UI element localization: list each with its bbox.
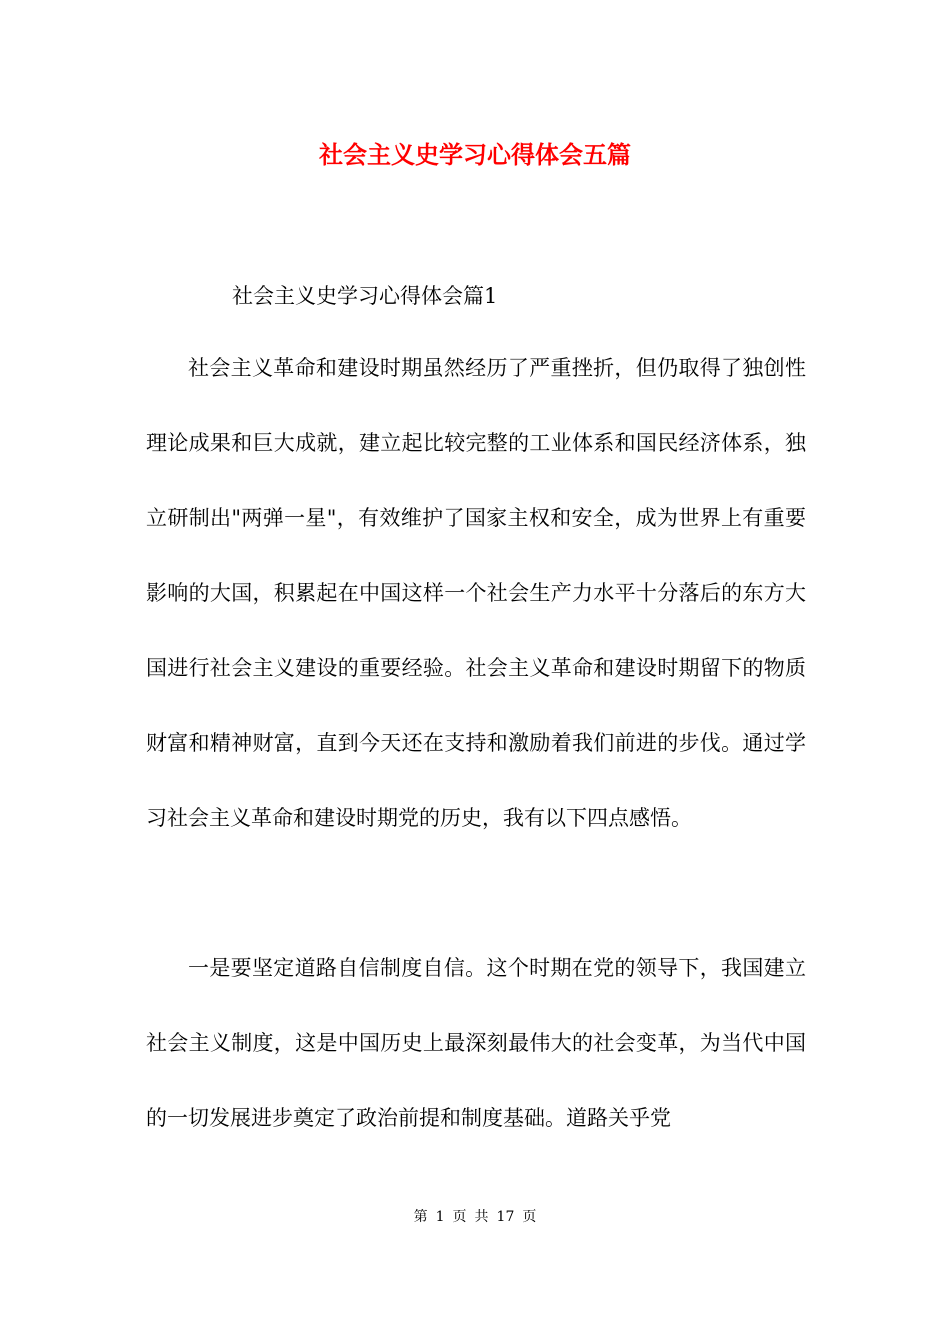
body-paragraph-1: 社会主义革命和建设时期虽然经历了严重挫折，但仍取得了独创性理论成果和巨大成就，建立起比较完整的工业体系和国民经济体系，独立研制出"两弹一星"，有效维护了国家主权和安全，成为世界上有重要影响的大国，积累起在中国这样一个社会生产力水平十分落后的东方大国进行社会主义建设的重要经验。社会主义革命和建设时期留下的物质财富和精神财富，直到今天还在支持和激励着我们前进的步伐。通过学习社会主义革命和建设时期党的历史，我有以下四点感悟。 (146, 356, 806, 830)
section-heading: 社会主义史学习心得体会篇1 (232, 284, 498, 308)
footer-current-page: 1 (435, 1209, 445, 1225)
body-paragraph-2: 一是要坚定道路自信制度自信。这个时期在党的领导下，我国建立社会主义制度，这是中国历史上最深刻最伟大的社会变革，为当代中国的一切发展进步奠定了政治前提和制度基础。道路关乎党 (146, 956, 806, 1130)
footer-total-suffix: 页 (522, 1209, 537, 1225)
footer-page-word: 页 (452, 1209, 467, 1225)
footer-total-pages: 17 (496, 1209, 515, 1225)
document-title: 社会主义史学习心得体会五篇 (319, 140, 631, 169)
footer-total-prefix: 共 (474, 1209, 489, 1225)
page-footer (0, 1207, 950, 1227)
footer-page-prefix: 第 (413, 1209, 428, 1225)
